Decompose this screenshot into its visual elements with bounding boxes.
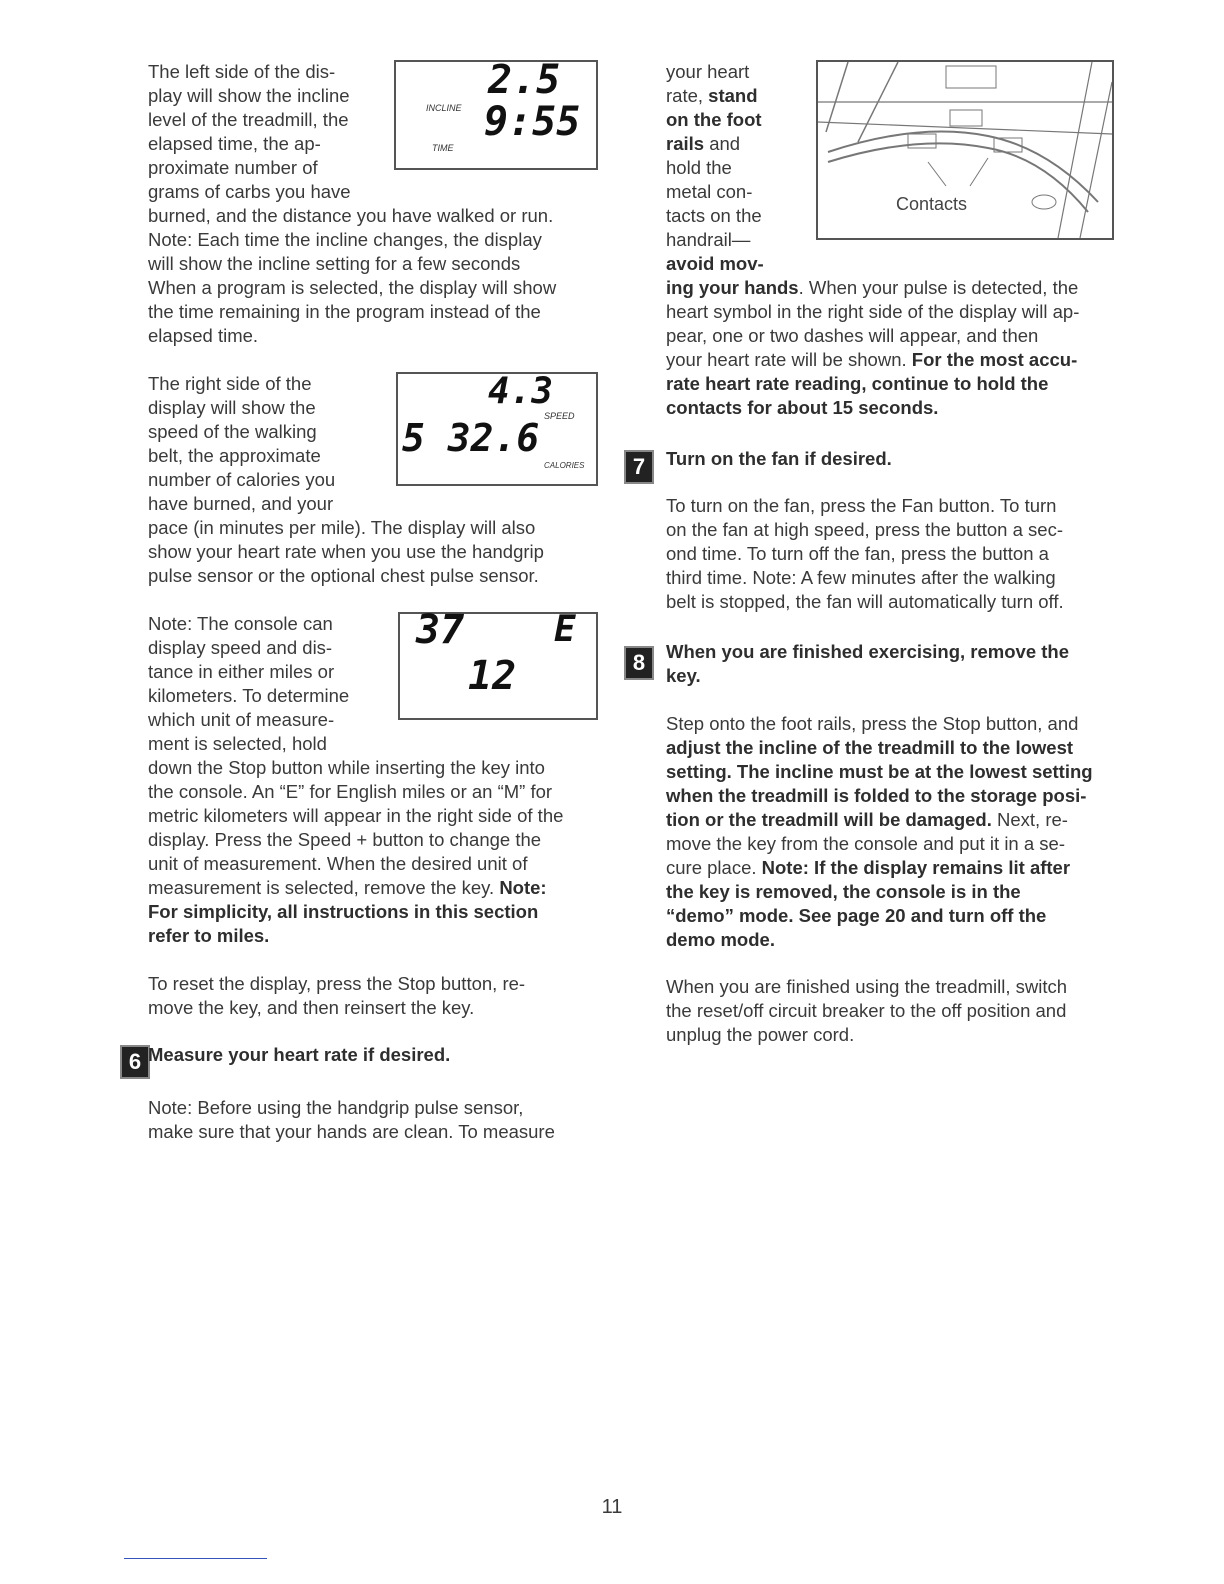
finish-text-c: Next, re- move the key from the console and put it in a se- cure place. bbox=[666, 809, 1068, 878]
handrail-contacts-figure bbox=[816, 60, 1114, 240]
hr-text-e: . When your pulse is detected, the heart symbol in the right side of the display will ap- pear, one or two dashes will appear, and then your heart rate will be shown. bbox=[666, 277, 1080, 370]
hr-bold-f: For the most accu- rate heart rate reading, continue to hold the contacts for about 15 seconds. bbox=[666, 349, 1078, 418]
step-8-heading: When you are finished exercising, remove the key. bbox=[666, 641, 1070, 686]
footer-rule bbox=[124, 1558, 267, 1559]
time-value: 9:55 bbox=[484, 99, 581, 145]
contacts-label: Contacts bbox=[896, 194, 968, 214]
incline-time-figure bbox=[394, 57, 598, 170]
paragraph-fan: To turn on the fan, press the Fan button. To turn on the fan at high speed, press the button a sec- ond time. To turn off the fan, press the button a third time. Note: A few minutes after the walking belt is stopped, the fan will automatically turn off. bbox=[666, 495, 1064, 612]
unit-indicator: E bbox=[554, 609, 576, 650]
finish-bold-d: Note: If the display remains lit after the key is removed, the console is in the “demo” mode. See page 20 and turn off the demo mode. bbox=[666, 857, 1071, 950]
speed-calories-figure bbox=[396, 372, 598, 486]
time-label: TIME bbox=[432, 143, 454, 153]
step-6-heading: Measure your heart rate if desired. bbox=[148, 1044, 451, 1065]
page-number: 11 bbox=[601, 1496, 623, 1518]
hr-bold-b: stand on the foot rails bbox=[666, 85, 762, 154]
step-6-badge: 6 bbox=[120, 1045, 150, 1079]
step-7-heading: Turn on the fan if desired. bbox=[666, 448, 892, 469]
right-column bbox=[666, 60, 1118, 420]
calories-label: CALORIES bbox=[544, 461, 585, 470]
hr-text-a: your heart rate, bbox=[666, 61, 750, 106]
incline-label: INCLINE bbox=[426, 103, 462, 113]
paragraph-heart-note: Note: Before using the handgrip pulse sensor, make sure that your hands are clean. To measure bbox=[148, 1097, 555, 1142]
distance-value: 37 bbox=[416, 607, 465, 653]
left-column bbox=[148, 57, 598, 1020]
speed-label: SPEED bbox=[544, 411, 575, 421]
units-figure bbox=[398, 607, 598, 720]
hr-text-c: and hold the metal con- tacts on the handrail— bbox=[666, 133, 762, 250]
calories-value: 5 32.6 bbox=[402, 416, 540, 460]
speed-value: 4.3 bbox=[488, 371, 554, 412]
units-note: Note: For simplicity, all instructions in this section refer to miles. bbox=[148, 877, 547, 946]
step-7-badge: 7 bbox=[624, 450, 654, 484]
second-value: 12 bbox=[468, 653, 517, 699]
paragraph-finish bbox=[666, 712, 1118, 952]
hr-bold-d: avoid mov- ing your hands bbox=[666, 253, 799, 298]
paragraph-left-display: The left side of the dis- play will show the incline level of the treadmill, the elapsed time, the ap- proximate number of grams of carbs you have burned, and the distance you have walked or run. Note: Each time the incline changes, the display will show the incline setting for a few seconds When a program is selected, the display will show the time remaining in the program instead of the elapsed time. bbox=[148, 61, 557, 346]
units-text: Note: The console can display speed and dis- tance in either miles or kilometers. To determine which unit of measure- ment is selected, hold down the Stop button while inserting the key into the console. An “E” for English miles or an “M” for metric kilometers will appear in the right side of the display. Press the Speed + button to change the unit of measurement. When the desired unit of measurement is selected, remove the key. bbox=[148, 613, 564, 898]
incline-value: 2.5 bbox=[488, 57, 561, 103]
step-8-badge: 8 bbox=[624, 646, 654, 680]
finish-text-a: Step onto the foot rails, press the Stop button, and bbox=[666, 713, 1079, 734]
paragraph-right-display: The right side of the display will show the speed of the walking belt, the approximate number of calories you have burned, and your pace (in minutes per mile). The display will also show your heart rate when you use the handgrip pulse sensor or the optional chest pulse sensor. bbox=[148, 373, 544, 586]
paragraph-power-off: When you are finished using the treadmill, switch the reset/off circuit breaker to the off position and unplug the power cord. bbox=[666, 976, 1068, 1045]
paragraph-reset: To reset the display, press the Stop button, re- move the key, and then reinsert the key. bbox=[148, 973, 526, 1018]
finish-bold-b: adjust the incline of the treadmill to the lowest setting. The incline must be at the lowest setting when the treadmill is folded to the storage posi- tion or the treadmill will be damaged. bbox=[666, 737, 1093, 830]
